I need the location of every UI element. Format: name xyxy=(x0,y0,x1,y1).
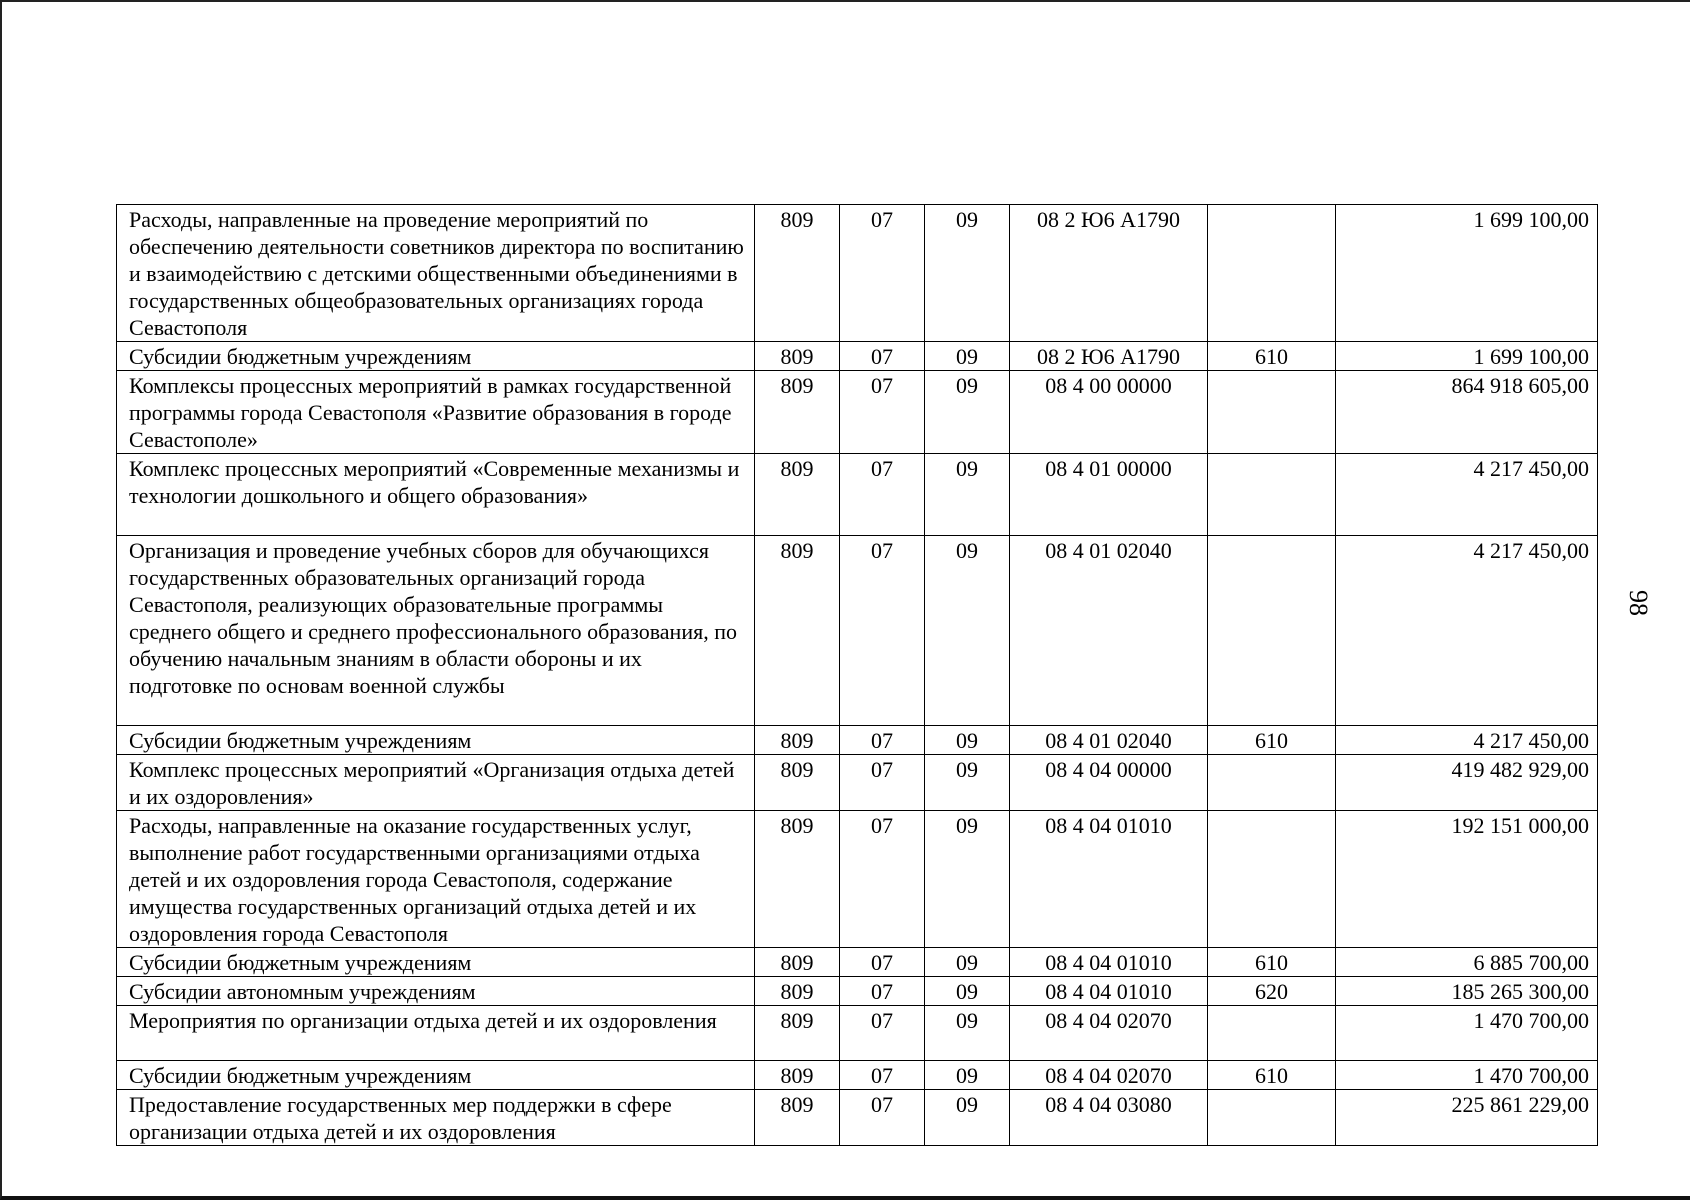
amount-cell: 225 861 229,00 xyxy=(1336,1090,1598,1146)
section-cell: 07 xyxy=(840,205,925,342)
amount-cell: 185 265 300,00 xyxy=(1336,977,1598,1006)
table-row xyxy=(117,1006,1598,1061)
row-name-cell: Комплексы процессных мероприятий в рамках государственной программы города Севастополя «Развитие образования в городе Севастополе» xyxy=(117,371,755,454)
table-row xyxy=(117,726,1598,755)
ved-cell: 809 xyxy=(755,1006,840,1061)
row-name-cell: Субсидии автономным учреждениям xyxy=(117,977,755,1006)
amount-cell: 419 482 929,00 xyxy=(1336,755,1598,811)
target-article-cell: 08 4 04 01010 xyxy=(1010,811,1208,948)
amount-cell: 4 217 450,00 xyxy=(1336,454,1598,536)
amount-cell: 4 217 450,00 xyxy=(1336,536,1598,726)
section-cell: 07 xyxy=(840,371,925,454)
expense-type-cell xyxy=(1208,454,1336,536)
expense-type-cell: 610 xyxy=(1208,1061,1336,1090)
row-name-cell: Расходы, направленные на проведение мероприятий по обеспечению деятельности советников директора по воспитанию и взаимодействию с детскими общественными объединениями в государственных общеобразовательных организациях города Севастополя xyxy=(117,205,755,342)
expense-type-cell: 610 xyxy=(1208,342,1336,371)
row-name-cell: Предоставление государственных мер поддержки в сфере организации отдыха детей и их оздоровления xyxy=(117,1090,755,1146)
target-article-cell: 08 2 Ю6 А1790 xyxy=(1010,205,1208,342)
target-article-cell: 08 4 04 01010 xyxy=(1010,948,1208,977)
subsection-cell: 09 xyxy=(925,726,1010,755)
table-row xyxy=(117,948,1598,977)
row-name-cell: Комплекс процессных мероприятий «Современные механизмы и технологии дошкольного и общего образования» xyxy=(117,454,755,536)
ved-cell: 809 xyxy=(755,948,840,977)
ved-cell: 809 xyxy=(755,205,840,342)
amount-cell: 864 918 605,00 xyxy=(1336,371,1598,454)
expense-type-cell: 610 xyxy=(1208,948,1336,977)
ved-cell: 809 xyxy=(755,755,840,811)
subsection-cell: 09 xyxy=(925,536,1010,726)
table-row xyxy=(117,454,1598,536)
section-cell: 07 xyxy=(840,811,925,948)
target-article-cell: 08 4 04 02070 xyxy=(1010,1061,1208,1090)
row-name-cell: Расходы, направленные на оказание государственных услуг, выполнение работ государственными организациями отдыха детей и их оздоровления города Севастополя, содержание имущества государственных организаций отдыха детей и их оздоровления города Севастополя xyxy=(117,811,755,948)
section-cell: 07 xyxy=(840,755,925,811)
subsection-cell: 09 xyxy=(925,454,1010,536)
row-name-cell: Субсидии бюджетным учреждениям xyxy=(117,726,755,755)
table-row xyxy=(117,977,1598,1006)
subsection-cell: 09 xyxy=(925,811,1010,948)
subsection-cell: 09 xyxy=(925,205,1010,342)
expense-type-cell xyxy=(1208,811,1336,948)
ved-cell: 809 xyxy=(755,454,840,536)
table-row xyxy=(117,371,1598,454)
ved-cell: 809 xyxy=(755,726,840,755)
expense-type-cell: 610 xyxy=(1208,726,1336,755)
expense-type-cell xyxy=(1208,536,1336,726)
ved-cell: 809 xyxy=(755,371,840,454)
row-name-cell: Субсидии бюджетным учреждениям xyxy=(117,342,755,371)
amount-cell: 4 217 450,00 xyxy=(1336,726,1598,755)
budget-table xyxy=(116,204,1598,1146)
expense-type-cell xyxy=(1208,205,1336,342)
table-row xyxy=(117,811,1598,948)
amount-cell: 192 151 000,00 xyxy=(1336,811,1598,948)
table-row xyxy=(117,205,1598,342)
subsection-cell: 09 xyxy=(925,755,1010,811)
row-name-cell: Комплекс процессных мероприятий «Организация отдыха детей и их оздоровления» xyxy=(117,755,755,811)
subsection-cell: 09 xyxy=(925,371,1010,454)
subsection-cell: 09 xyxy=(925,977,1010,1006)
page-number: 98 xyxy=(1624,590,1653,616)
table-row xyxy=(117,1090,1598,1146)
row-name-cell: Организация и проведение учебных сборов для обучающихся государственных образовательных организаций города Севастополя, реализующих образовательные программы среднего общего и среднего профессионального образования, по обучению начальным знаниям в области обороны и их подготовке по основам военной службы xyxy=(117,536,755,726)
row-name-cell: Мероприятия по организации отдыха детей и их оздоровления xyxy=(117,1006,755,1061)
ved-cell: 809 xyxy=(755,342,840,371)
section-cell: 07 xyxy=(840,948,925,977)
section-cell: 07 xyxy=(840,536,925,726)
budget-table-body xyxy=(117,205,1598,1146)
ved-cell: 809 xyxy=(755,1090,840,1146)
expense-type-cell: 620 xyxy=(1208,977,1336,1006)
expense-type-cell xyxy=(1208,371,1336,454)
amount-cell: 1 470 700,00 xyxy=(1336,1006,1598,1061)
ved-cell: 809 xyxy=(755,1061,840,1090)
section-cell: 07 xyxy=(840,454,925,536)
expense-type-cell xyxy=(1208,755,1336,811)
table-row xyxy=(117,755,1598,811)
target-article-cell: 08 4 01 00000 xyxy=(1010,454,1208,536)
amount-cell: 6 885 700,00 xyxy=(1336,948,1598,977)
section-cell: 07 xyxy=(840,1090,925,1146)
section-cell: 07 xyxy=(840,342,925,371)
row-name-cell: Субсидии бюджетным учреждениям xyxy=(117,948,755,977)
amount-cell: 1 699 100,00 xyxy=(1336,342,1598,371)
ved-cell: 809 xyxy=(755,811,840,948)
amount-cell: 1 699 100,00 xyxy=(1336,205,1598,342)
subsection-cell: 09 xyxy=(925,1061,1010,1090)
target-article-cell: 08 4 00 00000 xyxy=(1010,371,1208,454)
target-article-cell: 08 4 01 02040 xyxy=(1010,536,1208,726)
table-row xyxy=(117,1061,1598,1090)
table-row xyxy=(117,536,1598,726)
target-article-cell: 08 4 01 02040 xyxy=(1010,726,1208,755)
section-cell: 07 xyxy=(840,1006,925,1061)
amount-cell: 1 470 700,00 xyxy=(1336,1061,1598,1090)
target-article-cell: 08 4 04 02070 xyxy=(1010,1006,1208,1061)
target-article-cell: 08 4 04 01010 xyxy=(1010,977,1208,1006)
subsection-cell: 09 xyxy=(925,948,1010,977)
section-cell: 07 xyxy=(840,726,925,755)
target-article-cell: 08 4 04 03080 xyxy=(1010,1090,1208,1146)
ved-cell: 809 xyxy=(755,977,840,1006)
row-name-cell: Субсидии бюджетным учреждениям xyxy=(117,1061,755,1090)
section-cell: 07 xyxy=(840,1061,925,1090)
table-row xyxy=(117,342,1598,371)
subsection-cell: 09 xyxy=(925,342,1010,371)
expense-type-cell xyxy=(1208,1090,1336,1146)
expense-type-cell xyxy=(1208,1006,1336,1061)
ved-cell: 809 xyxy=(755,536,840,726)
section-cell: 07 xyxy=(840,977,925,1006)
target-article-cell: 08 2 Ю6 А1790 xyxy=(1010,342,1208,371)
subsection-cell: 09 xyxy=(925,1090,1010,1146)
target-article-cell: 08 4 04 00000 xyxy=(1010,755,1208,811)
subsection-cell: 09 xyxy=(925,1006,1010,1061)
